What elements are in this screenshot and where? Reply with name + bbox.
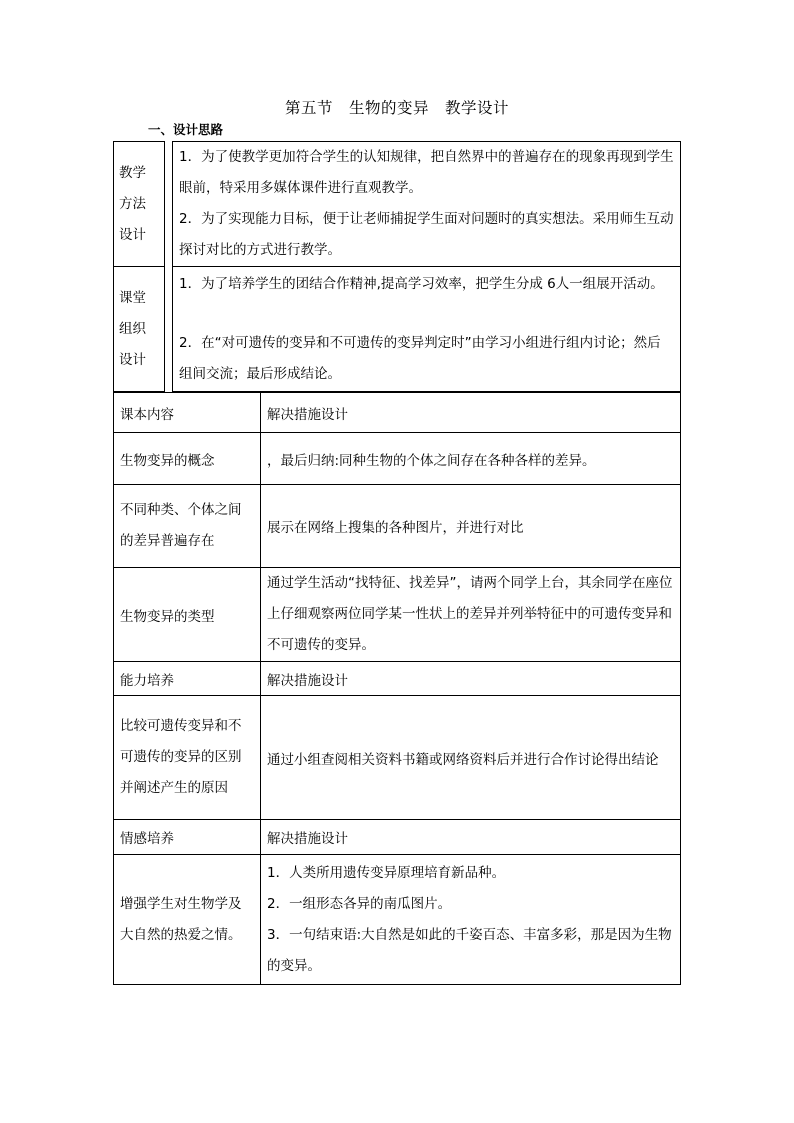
spacer-cell (165, 142, 173, 267)
category-label: 设计 (119, 351, 146, 368)
table-row (114, 662, 681, 696)
right-cell: 解决措施设计 (261, 820, 681, 855)
table-row (114, 393, 681, 433)
blank-line (173, 300, 680, 328)
category-label: 方法 (119, 195, 146, 212)
left-cell: 不同种类、个体之间的差异普遍存在 (114, 485, 261, 568)
category-label: 设计 (119, 226, 146, 243)
table-row (114, 433, 681, 485)
right-cell: 解决措施设计 (261, 393, 681, 433)
table-row (114, 485, 681, 568)
left-cell: 比较可遗传变异和不可遗传的变异的区别并阐述产生的原因 (114, 696, 261, 820)
content-cell (173, 142, 681, 267)
table-row (114, 267, 681, 392)
table-row (114, 820, 681, 855)
table-row (114, 855, 681, 985)
table-row (114, 696, 681, 820)
right-cell: 展示在网络上搜集的各种图片，并进行对比 (261, 485, 681, 568)
category-cell (114, 267, 165, 392)
content-table (113, 392, 681, 985)
paragraph: 1．为了培养学生的团结合作精神,提高学习效率，把学生分成 6人一组展开活动。 (179, 275, 664, 292)
category-cell (114, 142, 165, 267)
content-cell (173, 267, 681, 392)
right-cell: ，最后归纳:同种生物的个体之间存在各种各样的差异。 (261, 433, 681, 485)
left-cell: 能力培养 (114, 662, 261, 696)
left-cell: 课本内容 (114, 393, 261, 433)
right-cell: 通过学生活动“找特征、找差异”，请两个同学上台，其余同学在座位上仔细观察两位同学某一性状上的差异并列举特征中的可遗传变异和不可遗传的变异。 (261, 568, 681, 662)
list-item: 1．人类所用遗传变异原理培育新品种。 (267, 864, 506, 881)
paragraph: 2．在“对可遗传的变异和不可遗传的变异判定时”由学习小组进行组内讨论；然后组间交流；最后形成结论。 (179, 334, 661, 382)
paragraph: 2．为了实现能力目标，便于让老师捕捉学生面对问题时的真实想法。采用师生互动探讨对比的方式进行教学。 (179, 211, 674, 258)
right-cell: 解决措施设计 (261, 662, 681, 696)
list-item: 3．一句结束语:大自然是如此的千姿百态、丰富多彩，那是因为生物的变异。 (267, 926, 672, 974)
category-label: 教学 (119, 164, 146, 181)
left-cell: 情感培养 (114, 820, 261, 855)
list-item: 2．一组形态各异的南瓜图片。 (267, 895, 452, 912)
left-cell: 增强学生对生物学及大自然的热爱之情。 (114, 855, 261, 985)
category-label: 组织 (119, 320, 146, 337)
spacer-cell (165, 267, 173, 392)
right-cell: 通过小组查阅相关资料书籍或网络资料后并进行合作讨论得出结论 (261, 696, 681, 820)
right-cell (261, 855, 681, 985)
table-row (114, 568, 681, 662)
left-cell: 生物变异的概念 (114, 433, 261, 485)
page-title: 第五节 生物的变异 教学设计 (284, 99, 509, 117)
left-cell: 生物变异的类型 (114, 568, 261, 662)
category-label: 课堂 (119, 289, 146, 306)
section-heading: 一、设计思路 (148, 122, 224, 137)
paragraph: 1．为了使教学更加符合学生的认知规律，把自然界中的普遍存在的现象再现到学生眼前，特采用多媒体课件进行直观教学。 (179, 149, 674, 196)
table-row (114, 142, 681, 267)
design-table (113, 141, 681, 392)
